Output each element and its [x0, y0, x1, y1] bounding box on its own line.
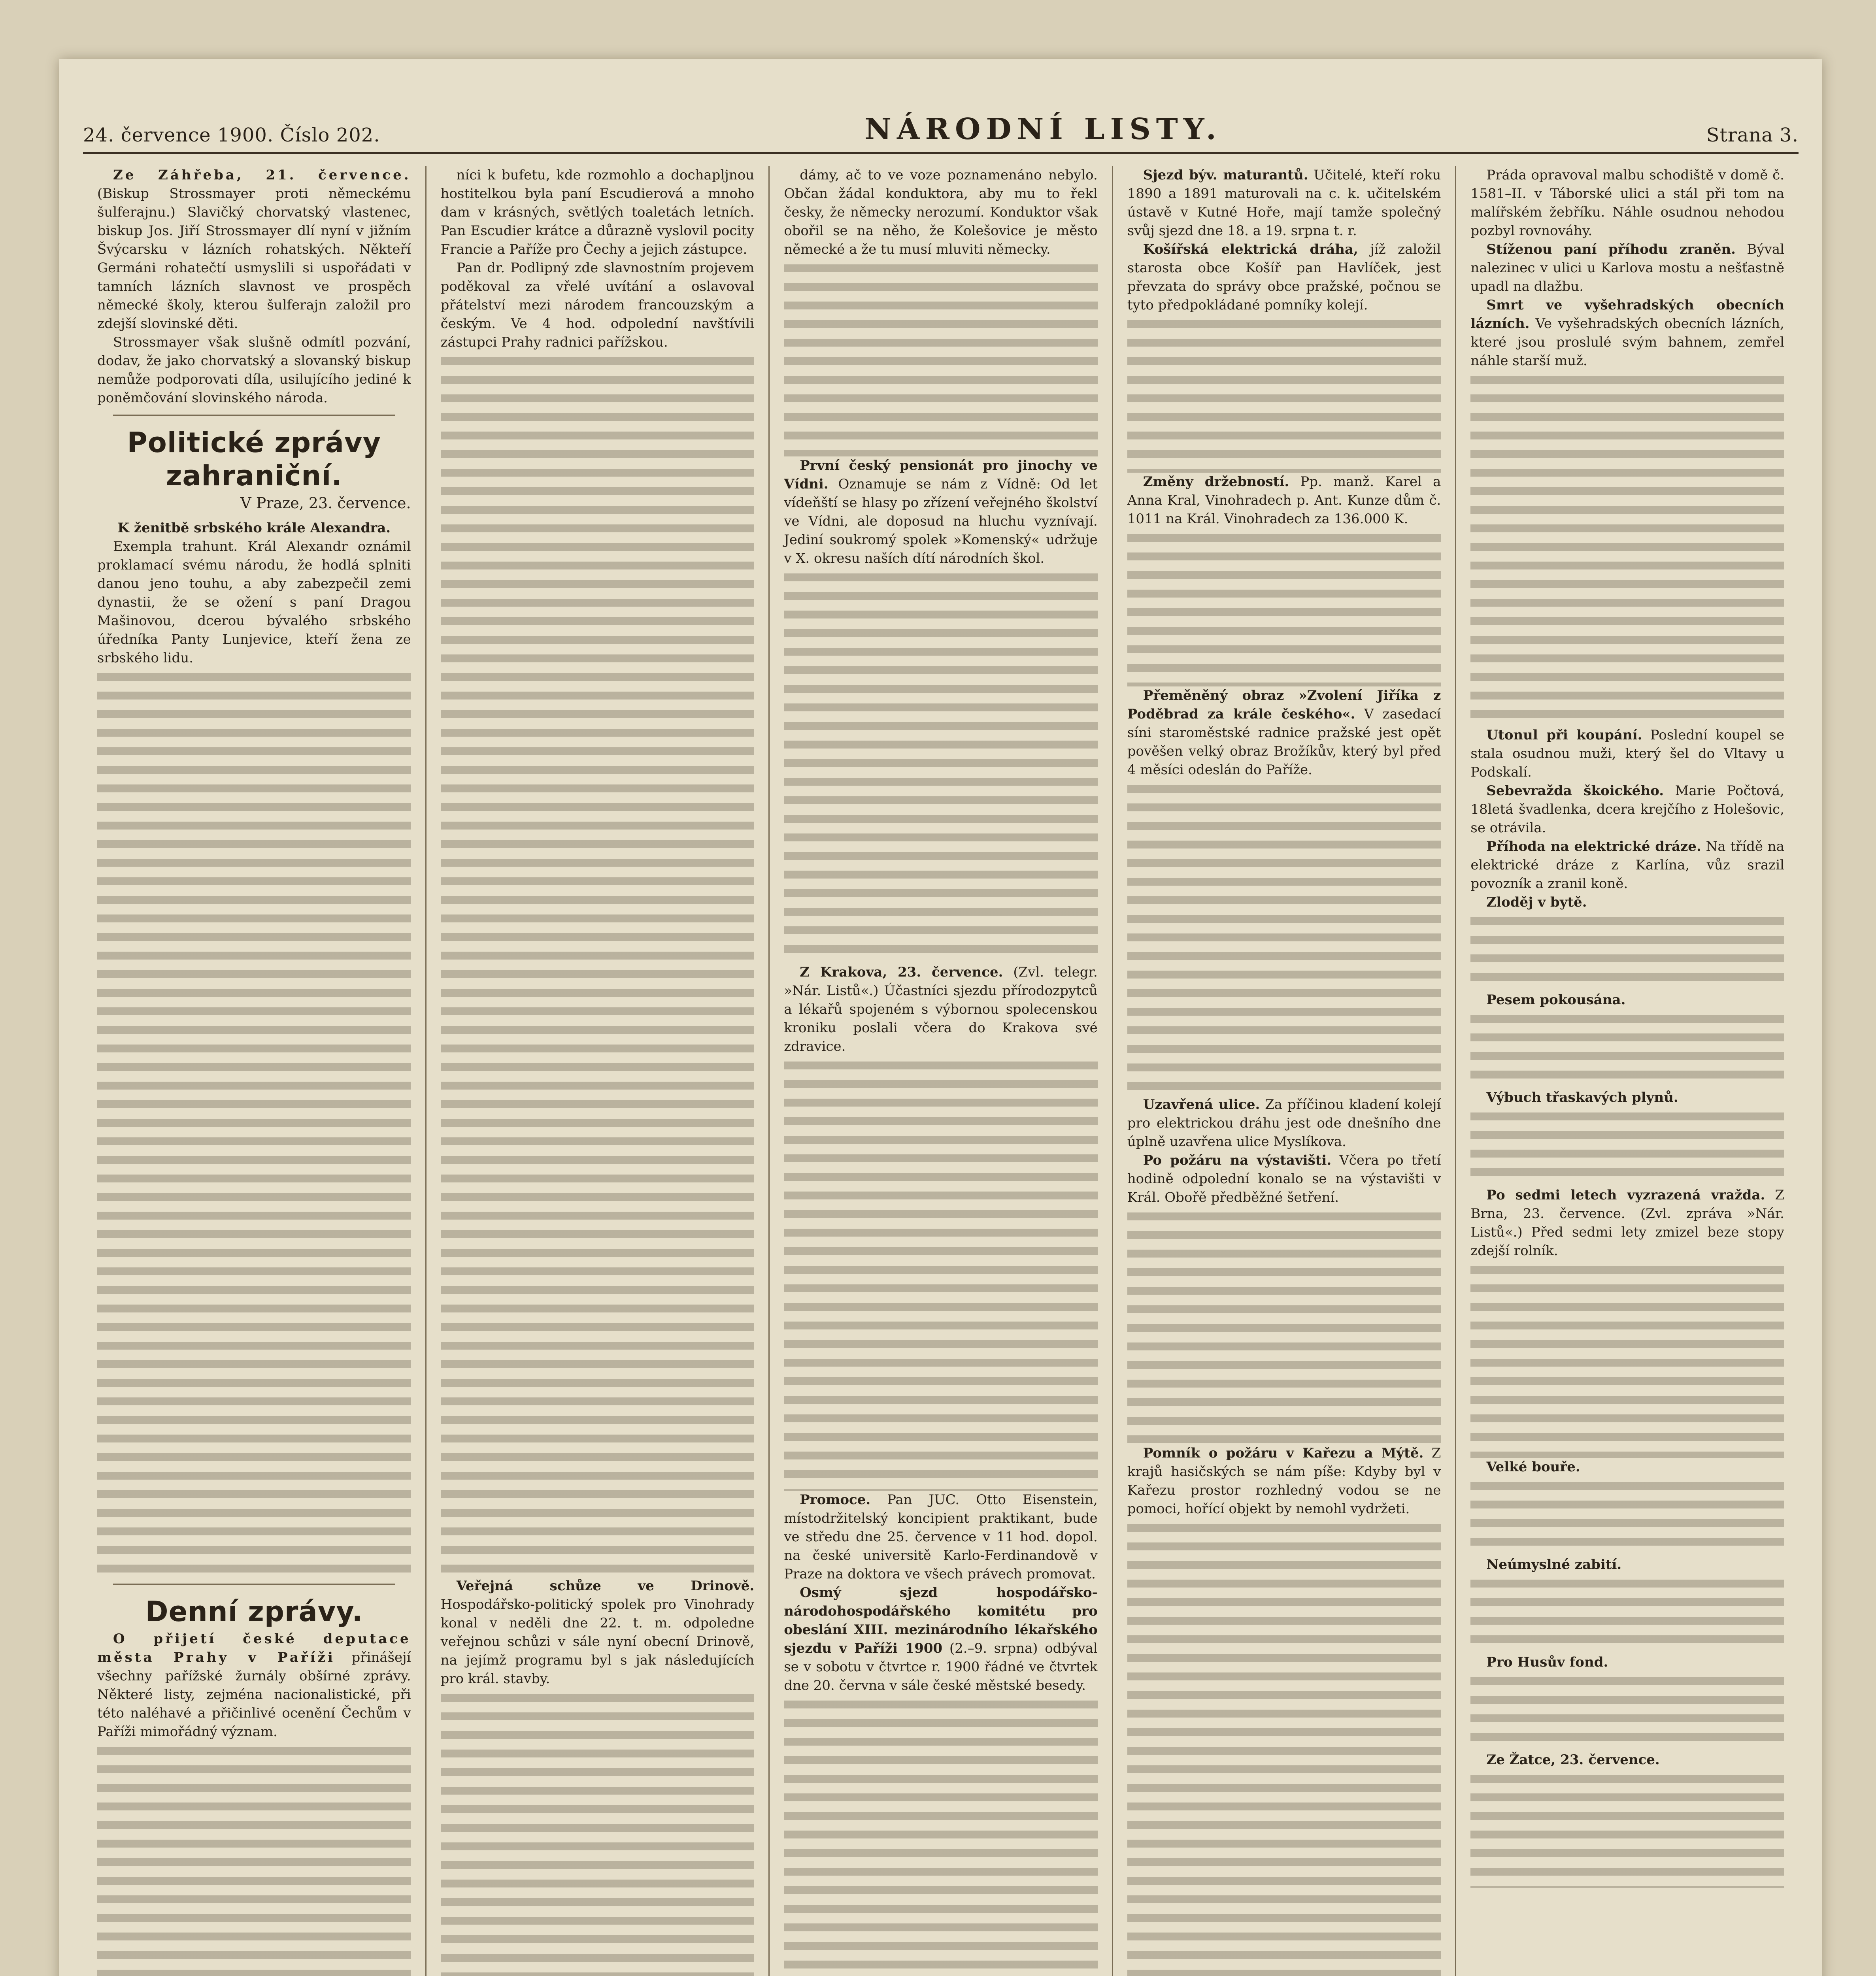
- text-lines: [1127, 1207, 1441, 1444]
- text-lines: [784, 1695, 1098, 1976]
- article-text: Oznamuje se nám z Vídně: Od let vídeňští se hlasy po zřízení veřejného školství ve Vídni, ale doposud na hluchu vyznívají. Jediní soukromý spolek »Komenský« udržuje v X. okresu naších dítí národních škol.: [784, 476, 1098, 566]
- article-heading: Výbuch třaskavých plynů.: [1486, 1090, 1678, 1105]
- text-lines: [1127, 528, 1441, 686]
- article-heading: Utonul při koupání.: [1486, 727, 1642, 743]
- article: [1470, 726, 1784, 782]
- article-heading: Promoce.: [800, 1492, 871, 1508]
- article: [1470, 240, 1784, 296]
- column-1: [83, 166, 427, 1976]
- article: [1470, 837, 1784, 893]
- article-heading: O přijetí české deputace města Prahy v Paříži: [97, 1631, 411, 1665]
- text-lines: [1470, 1260, 1784, 1458]
- text-lines: [784, 259, 1098, 456]
- text-lines: [441, 1688, 755, 1976]
- article-text: Práda opravoval malbu schodiště v domě č. 1581–II. v Táborské ulici a stál při tom na malířském žebříku. Náhle osudnou nehodou pozbyl rovnováhy.: [1470, 167, 1784, 239]
- text-lines: [1470, 1009, 1784, 1088]
- article: [1127, 1151, 1441, 1207]
- article: [784, 456, 1098, 568]
- article-text: Pan JUC. Otto Eisenstein, místodržitelský koncipient praktikant, bude ve středu dne 25. července v 11 hod. dopol. na české universitě Karlo-Ferdinandově v Praze na doktora ve všech právech promovat.: [784, 1492, 1098, 1582]
- article-text: Strossmayer však slušně odmítl pozvání, dodav, že jako chorvatský a slovanský biskup nemůže podporovati díla, usilujícího jediné k poněmčování slovinského národa.: [97, 334, 411, 406]
- article-text: přinášejí všechny pařížské žurnály obšírné zprávy. Některé listy, zejména nacionalistické, při této naléhavé a přičinlivé ocenění Čechům v Paříži mimořádný význam.: [97, 1650, 411, 1740]
- article-text: Poslední koupel se stala osudnou muži, který šel do Vltavy u Podskalí.: [1470, 727, 1784, 780]
- article-text: Pp. manž. Karel a Anna Kral, Vinohradech p. Ant. Kunze dům č. 1011 na Král. Vinohradech za 136.000 K.: [1127, 474, 1441, 527]
- article: [1127, 1095, 1441, 1151]
- article-text: jíž založil starosta obce Košíř pan Havlíček, jest převzata do správy obce pražské, počnou se tyto předpokládané pomníky kolejí.: [1127, 241, 1441, 313]
- article-heading: Změny držebností.: [1143, 474, 1289, 490]
- article-heading: Sebevražda škoického.: [1486, 783, 1664, 799]
- dateline: Ze Záhřeba, 21. července.: [113, 167, 411, 183]
- article-text: Učitelé, kteří roku 1890 a 1891 maturovali na c. k. učitelském ústavě v Kutné Hoře, mají tamže společný svůj sjezd dne 18. a 19. srpna t. r.: [1127, 167, 1441, 239]
- article-text: dámy, ač to ve voze poznamenáno nebylo. Občan žádal konduktora, aby mu to řekl česky, že německy nerozumí. Konduktor však obořil se na něho, že Kolešovice je město německé a že tu musí mluviti německy.: [784, 167, 1098, 257]
- column-2: [427, 166, 770, 1976]
- article-heading: Košířská elektrická dráha,: [1143, 241, 1358, 257]
- article-text: níci k bufetu, kde rozmohlo a dochapljnou hostitelkou byla paní Escudierová a mnoho dam v krásných, světlých toaletách letních. Pan Escudier krátce a důrazně vyslovil pocity Francie a Paříže pro Čechy a jejich zástupce.: [440, 167, 755, 257]
- article: [784, 963, 1098, 1056]
- article-heading: Pesem pokousána.: [1486, 992, 1626, 1008]
- article: [1127, 240, 1441, 315]
- article-heading: K ženitbě srbského krále Alexandra.: [117, 520, 391, 536]
- article-heading: Neúmyslné zabití.: [1486, 1557, 1622, 1573]
- divider: [113, 1584, 395, 1585]
- column-5: [1456, 166, 1799, 1976]
- article-heading: Příhoda na elektrické dráze.: [1486, 839, 1701, 854]
- article-heading: Přeměněný obraz »Zvolení Jiříka z Poděbrad za krále českého«.: [1127, 688, 1441, 722]
- article-text: V zasedací síni staroměstské radnice pražské jest opět pověšen velký obraz Brožíkův, který byl před 4 měsíci odeslán do Paříže.: [1127, 706, 1441, 778]
- article-heading: První český pensionát pro jinochy ve Vídni.: [784, 458, 1098, 492]
- article: [784, 1491, 1098, 1584]
- article: [441, 1577, 755, 1688]
- text-lines: [784, 568, 1098, 963]
- article-text: Marie Počtová, 18letá švadlenka, dcera krejčího z Holešovic, se otrávila.: [1470, 783, 1784, 836]
- text-lines: [97, 667, 411, 1576]
- article-heading: Uzavřená ulice.: [1143, 1097, 1260, 1112]
- page-number: Strana 3.: [1706, 124, 1799, 146]
- text-lines: [97, 1741, 411, 1976]
- article-text: Z krajů hasičských se nám píše: Kdyby byl v Kařezu prostor rozhledný vodou se ne pomoci, hořící objekt by nemohl vydržeti.: [1127, 1445, 1441, 1517]
- section-heading: Denní zprávy.: [145, 1595, 363, 1628]
- newspaper-page: [59, 59, 1822, 1976]
- article-heading: Sjezd býv. maturantů.: [1143, 167, 1308, 183]
- article-heading: Ze Žatce, 23. července.: [1486, 1752, 1660, 1768]
- article-text: (Biskup Strossmayer proti německému šulferajnu.) Slavičký chorvatský vlastenec, biskup Jos. Jiří Strossmayer dlí nyní v jižním Švýcarsku v lázních rohatských. Někteří Germáni rohatečtí usmyslili si uspořádati v tamních lázních slavnost ve prospěch německé školy, kterou šulferajn založil pro zdejší slovinské děti.: [97, 186, 411, 332]
- article: [1470, 1186, 1784, 1260]
- article-heading: Osmý sjezd hospodářsko-národohospodářského komitétu pro obeslání XIII. mezinárodního lékařského sjezdu v Paříži 1900: [784, 1585, 1098, 1656]
- divider: [113, 415, 395, 416]
- article-heading: Pomník o požáru v Kařezu a Mýtě.: [1143, 1445, 1424, 1461]
- column-4: [1113, 166, 1457, 1976]
- text-lines: [1127, 779, 1441, 1095]
- article-heading: Po sedmi letech vyzrazená vražda.: [1486, 1187, 1765, 1203]
- text-lines: [1470, 370, 1784, 726]
- article-text: Na třídě na elektrické dráze z Karlína, vůz srazil povozník a zranil koně.: [1470, 839, 1784, 892]
- article-heading: Pro Husův fond.: [1486, 1654, 1608, 1670]
- article: [97, 166, 411, 333]
- article: [1127, 473, 1441, 528]
- text-lines: [1470, 1476, 1784, 1556]
- article: [1127, 1444, 1441, 1518]
- article-text: Hospodářsko-politický spolek pro Vinohrady konal v neděli dne 22. t. m. odpoledne veřejnou schůzi v sále nyní obecní Drinově, na jejímž programu byl s jak následujících pro král. stavby.: [440, 1597, 755, 1687]
- article-heading: Smrt ve vyšehradských obecních lázních.: [1470, 297, 1784, 332]
- issue-date: 24. července 1900. Číslo 202.: [83, 124, 380, 146]
- article-text: Býval nalezinec v ulici u Karlova mostu a nešťastně upadl na dlažbu.: [1470, 241, 1784, 294]
- article-text: Ve vyšehradských obecních lázních, které jsou proslulé svým bahnem, zemřel náhle starší muž.: [1470, 316, 1784, 369]
- text-lines: [784, 1056, 1098, 1491]
- article: [784, 1584, 1098, 1695]
- article: [97, 1630, 411, 1741]
- text-lines: [1127, 315, 1441, 473]
- article: [1470, 782, 1784, 837]
- article-text: Exempla trahunt. Král Alexandr oznámil proklamací svému národu, že hodlá splniti danou jeno touhu, a aby zabezpečil zemi dynastii, že se ožení s paní Dragou Mašinovou, dcerou bývalého srbského úředníka Panty Lunjevice, kteří žena ze srbského lidu.: [97, 539, 411, 666]
- columns: [83, 166, 1799, 1976]
- article: [1470, 296, 1784, 370]
- text-lines: [1470, 1107, 1784, 1186]
- newspaper-title: NÁRODNÍ LISTY.: [864, 112, 1222, 146]
- masthead: [83, 99, 1799, 154]
- article-text: (Zvl. telegr. »Nár. Listů«.) Účastníci sjezdu přírodozpytců a lékařů spojeném s výbornou spolecenskou kroniku poslali včera do Krakova své zdravice.: [784, 964, 1098, 1054]
- article-text: Včera po třetí hodině odpolední konalo se na výstavišti v Král. Obořě předběžné šetření.: [1127, 1152, 1441, 1205]
- section-heading: Politické zprávy zahraniční.: [127, 426, 381, 492]
- article-heading: Z Krakova, 23. července.: [800, 964, 1003, 980]
- column-3: [770, 166, 1113, 1976]
- text-lines: [1127, 1518, 1441, 1976]
- article-text: Pan dr. Podlipný zde slavnostním projevem poděkoval za vřelé uvítání a oslavoval přátelství mezi národem francouzským a českým. Ve 4 hod. odpolední navštívili zástupci Prahy radnici pařížskou.: [440, 260, 755, 350]
- article-heading: Veřejná schůze ve Drinově.: [456, 1578, 755, 1594]
- text-lines: [1470, 1574, 1784, 1653]
- article-heading: Po požáru na výstavišti.: [1143, 1152, 1332, 1168]
- text-lines: [1470, 1769, 1784, 1888]
- article: [1127, 166, 1441, 240]
- article: [1127, 686, 1441, 779]
- article-text: Za příčinou kladení kolejí pro elektrickou dráhu jest ode dnešního dne úplně uzavřena ulice Myslíkova.: [1127, 1097, 1441, 1150]
- article-heading: Stíženou paní příhodu zraněn.: [1486, 241, 1736, 257]
- text-lines: [1470, 912, 1784, 991]
- article-text: Z Brna, 23. července. (Zvl. zpráva »Nár. Listů«.) Před sedmi lety zmizel beze stopy zdejší rolník.: [1470, 1187, 1784, 1259]
- article-heading: Zloděj v bytě.: [1486, 894, 1587, 910]
- dateline: V Praze, 23. července.: [240, 494, 411, 512]
- text-lines: [441, 352, 755, 1577]
- article-heading: Velké bouře.: [1486, 1459, 1580, 1475]
- article-text: (2.–9. srpna) odbýval se v sobotu v čtvrtce r. 1900 řádné ve čtvrtek dne 20. června v sále české městské besedy.: [784, 1640, 1098, 1693]
- text-lines: [1470, 1672, 1784, 1751]
